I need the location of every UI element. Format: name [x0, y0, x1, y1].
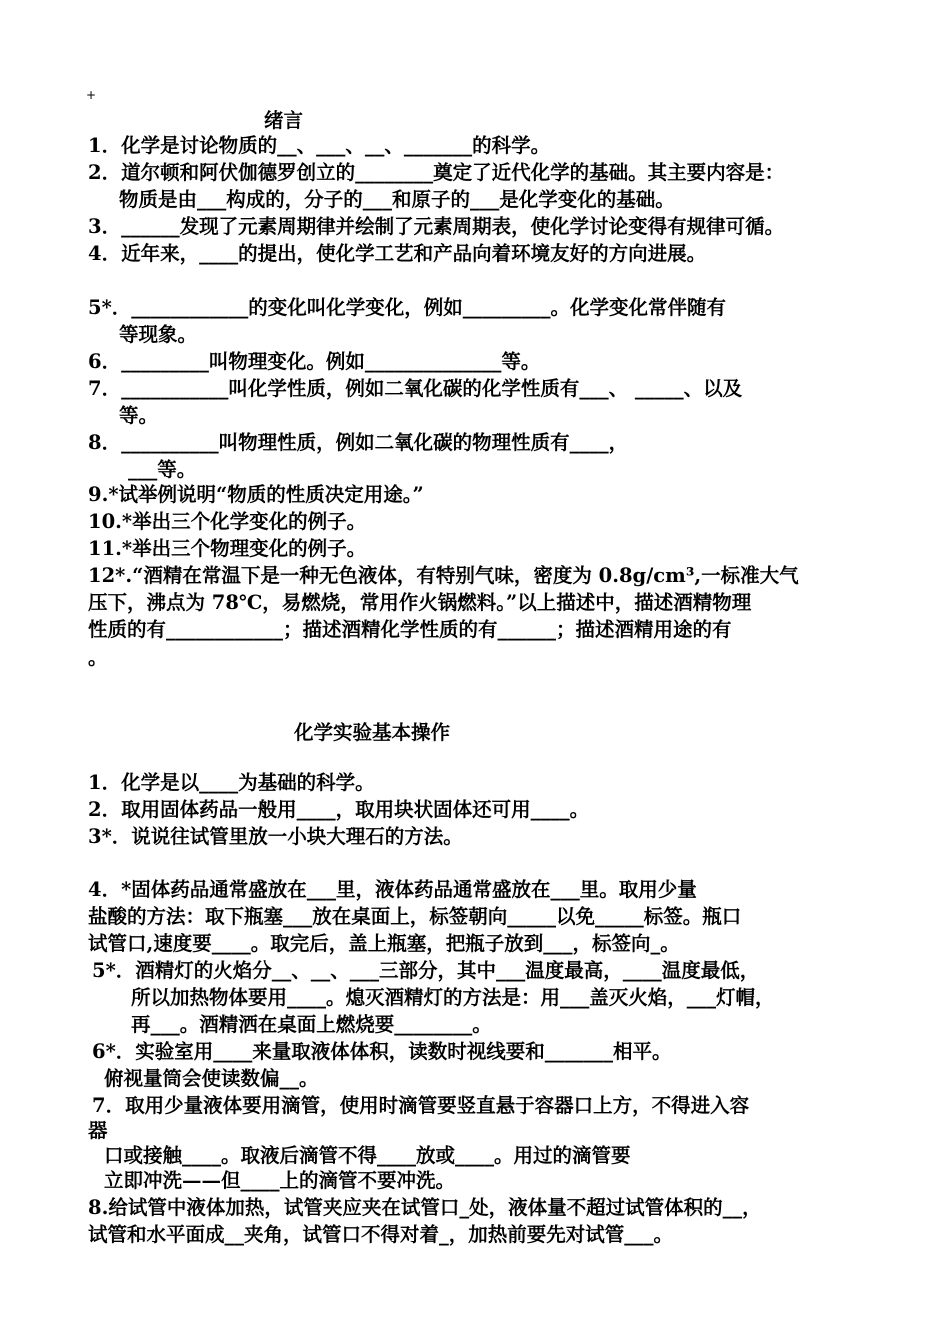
question-line: 试管口,速度要____。取完后，盖上瓶塞，把瓶子放到___，标签向_。 — [88, 932, 680, 955]
question-line: 口或接触____。取液后滴管不得____放或____。用过的滴管要 — [104, 1144, 631, 1167]
question-line: 所以加热物体要用____。熄灭酒精灯的方法是：用___盖灭火焰，___灯帽， — [131, 986, 775, 1009]
question-line: 。 — [88, 646, 108, 669]
question-line: 等。 — [119, 404, 159, 427]
question-line: 12*.“酒精在常温下是一种无色液体，有特别气味，密度为 0.8g/cm³,一标准大气 — [88, 564, 799, 587]
question-line: 等现象。 — [119, 323, 198, 346]
question-line: 6．_________叫物理变化。例如______________等。 — [88, 350, 541, 373]
question-line: 10.*举出三个化学变化的例子。 — [88, 510, 367, 533]
question-line: 1．化学是讨论物质的__、___、__、_______的科学。 — [88, 134, 551, 157]
question-line: 俯视量筒会使读数偏__。 — [104, 1067, 319, 1090]
question-line: 11.*举出三个物理变化的例子。 — [88, 537, 367, 560]
question-line: 2．道尔顿和阿伏伽德罗创立的________奠定了近代化学的基础。其主要内容是： — [88, 161, 785, 184]
question-line: 7．取用少量液体要用滴管，使用时滴管要竖直悬于容器口上方，不得进入容 — [92, 1094, 750, 1117]
question-line: ___等。 — [128, 458, 197, 481]
edit-marker: + — [86, 88, 97, 102]
question-line: 盐酸的方法：取下瓶塞___放在桌面上，标签朝向_____以免_____标签。瓶口 — [88, 905, 742, 928]
question-line: 7．___________叫化学性质，例如二氧化碳的化学性质有___、 _____、以及 — [88, 377, 743, 400]
question-line: 1．化学是以____为基础的科学。 — [88, 771, 375, 794]
question-line: 器 — [88, 1119, 108, 1142]
question-line: 再___。酒精洒在桌面上燃烧要________。 — [131, 1013, 492, 1036]
section-title-lab: 化学实验基本操作 — [294, 721, 451, 744]
question-line: 4．近年来，____的提出，使化学工艺和产品向着环境友好的方向进展。 — [88, 242, 707, 265]
question-line: 5*．酒精灯的火焰分__、__、___三部分，其中___温度最高，____温度最低， — [92, 959, 760, 982]
section-title-intro: 绪言 — [264, 109, 304, 132]
question-line: 4．*固体药品通常盛放在___里，液体药品通常盛放在___里。取用少量 — [88, 878, 697, 901]
question-line: 5*．____________的变化叫化学变化，例如_________。化学变化常伴随有 — [88, 296, 727, 319]
question-line: 8.给试管中液体加热，试管夹应夹在试管口_处，液体量不超过试管体积的__， — [88, 1196, 762, 1219]
question-line: 试管和水平面成__夹角，试管口不得对着_，加热前要先对试管___。 — [88, 1223, 674, 1246]
question-line: 压下，沸点为 78℃，易燃烧，常用作火锅燃料。”以上描述中，描述酒精物理 — [88, 591, 752, 614]
question-line: 物质是由___构成的，分子的___和原子的___是化学变化的基础。 — [119, 188, 675, 211]
question-line: 6*．实验室用____来量取液体体积，读数时视线要和_______相平。 — [92, 1040, 672, 1063]
question-line: 2．取用固体药品一般用____，取用块状固体还可用____。 — [88, 798, 590, 821]
question-line: 性质的有____________；描述酒精化学性质的有______；描述酒精用途的有 — [88, 618, 732, 641]
question-line: 8．__________叫物理性质，例如二氧化碳的物理性质有____， — [88, 431, 629, 454]
question-line: 9.*试举例说明“物质的性质决定用途。” — [88, 483, 424, 506]
question-line: 3．______发现了元素周期律并绘制了元素周期表，使化学讨论变得有规律可循。 — [88, 215, 785, 238]
question-line: 立即冲洗——但____上的滴管不要冲洗。 — [104, 1169, 456, 1192]
question-line: 3*．说说往试管里放一小块大理石的方法。 — [88, 825, 463, 848]
